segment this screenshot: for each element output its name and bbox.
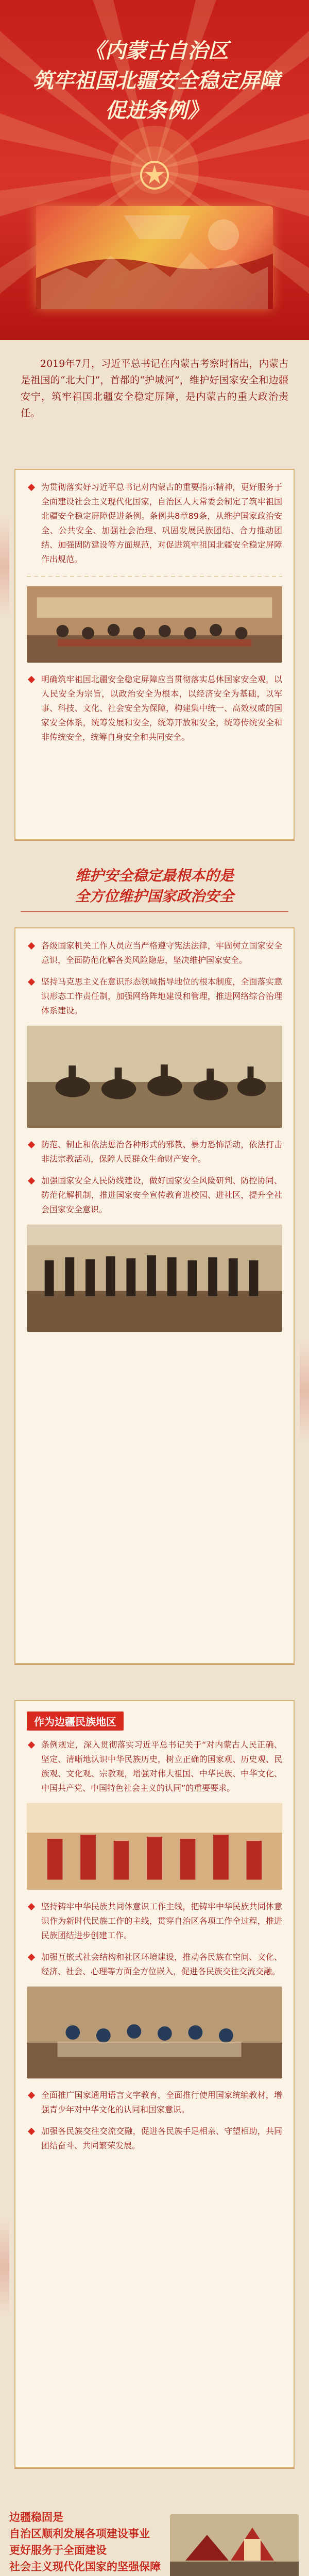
regulation-summary-card [14, 469, 295, 840]
section4-heading-line-1: 边疆稳固是 [9, 2511, 63, 2523]
hero-header [0, 0, 309, 340]
section4-heading-line-3: 更好服务于全面建设 [9, 2544, 107, 2556]
section1-item-2: 明确筑牢祖国北疆安全稳定屏障应当贯彻落实总体国家安全观，以人民安全为宗旨，以政治安全为根本，以经济安全为基础，以军事、科技、文化、社会安全为保障，构建集中统一、高效权威的国家安全体系，统筹发展和安全，统筹开放和安全，统筹传统安全和非传统安全，统筹自身安全和共同安全。 [41, 674, 282, 742]
section2-item-1: 各级国家机关工作人员应当严格遵守宪法法律，牢固树立国家安全意识，全面防范化解各类风险隐患，坚决维护国家安全。 [41, 941, 282, 965]
section-tag: 作为边疆民族地区 [27, 1711, 124, 1731]
section4-title [9, 2509, 174, 2575]
list-item [27, 672, 282, 744]
section2-item-3: 防范、制止和依法惩治各种形式的邪教、暴力恐怖活动，依法打击非法宗教活动，保障人民群众生命财产安全。 [41, 1140, 282, 1164]
bullet-icon [28, 1141, 35, 1148]
section3-item-1: 条例规定，深入贯彻落实习近平总书记关于“对内蒙古人民正确、坚定、清晰地认识中华民族历史，树立正确的国家观、历史观、民族观、文化观、宗教观，增强对伟大祖国、中华民族、中华文化、中国共产党、中国特色社会主义的认同”的重要要求。 [41, 1740, 282, 1793]
cultural-costume-photo [27, 1803, 282, 1890]
intro-text: 2019年7月，习近平总书记在内蒙古考察时指出，内蒙古是祖国的“北大门”，首都的“护城河”，维护好国家安全和边疆安宁，筑牢祖国北疆安全稳定屏障，是内蒙古的重大政治责任。 [21, 358, 288, 419]
section3-item-2: 坚持铸牢中华民族共同体意识工作主线，把铸牢中华民族共同体意识作为新时代民族工作的主线，贯穿自治区各项工作全过程，推进民族团结进步创建工作。 [41, 1902, 282, 1940]
title-line-3: 促进条例》 [105, 98, 208, 123]
title-line-1: 《内蒙古自治区 [84, 39, 229, 63]
list-item [27, 975, 282, 1018]
ethnic-border-card [14, 1700, 295, 2468]
bullet-icon [28, 1177, 35, 1184]
left-decoration [0, 2215, 9, 2318]
list-item [27, 480, 282, 567]
meeting-photo [27, 586, 282, 663]
left-decoration [0, 515, 9, 618]
divider [27, 576, 282, 577]
list-item [27, 1900, 282, 1943]
hero-banner-image [36, 206, 273, 309]
title-line-2: 筑牢祖国北疆安全稳定屏障 [33, 69, 280, 93]
horseback-patrol-photo [27, 1025, 282, 1128]
parade-photo [27, 1224, 282, 1332]
list-item [27, 1738, 282, 1795]
section-heading-political-security [0, 866, 309, 912]
right-decoration [300, 1340, 309, 1443]
bullet-icon [28, 978, 35, 986]
list-item [27, 1174, 282, 1217]
bullet-icon [28, 1903, 35, 1910]
border-post-photo [170, 2514, 299, 2576]
community-event-photo [27, 1986, 282, 2079]
section2-heading-line-1: 维护安全稳定最根本的是 [75, 867, 234, 884]
bullet-icon [28, 2128, 35, 2135]
section2-item-2: 坚持马克思主义在意识形态领域指导地位的根本制度，全面落实意识形态工作责任制，加强网络阵地建设和管理，推进网络综合治理体系建设。 [41, 977, 282, 1015]
list-item [27, 1138, 282, 1166]
political-security-card [14, 927, 295, 1664]
section3-item-4: 全面推广国家通用语言文字教育，全面推行使用国家统编教材，增强青少年对中华文化的认同和国家意识。 [41, 2090, 282, 2114]
bullet-icon [28, 2092, 35, 2099]
heading-underline [21, 911, 288, 912]
bullet-icon [28, 1741, 35, 1749]
section4-heading-line-2: 自治区顺利发展各项建设事业 [9, 2527, 150, 2540]
section4-heading-line-4: 社会主义现代化国家的坚强保障 [9, 2560, 161, 2573]
section2-item-4: 加强国家安全人民防线建设，做好国家安全风险研判、防控协同、防范化解机制，推进国家安全宣传教育进校园、进社区，提升全社会国家安全意识。 [41, 1176, 282, 1214]
bullet-icon [28, 1954, 35, 1961]
section1-item-1: 为贯彻落实好习近平总书记对内蒙古的重要指示精神，更好服务于全面建设社会主义现代化国家，自治区人大常委会制定了筑牢祖国北疆安全稳定屏障促进条例。条例共8章89条，从维护国家政治安全、公共安全、加强社会治理、巩固发展民族团结、合力推动团结、加强固防建设等方面规范，对促进筑牢祖国北疆安全稳定屏障作出规范。 [41, 482, 282, 564]
bullet-icon [28, 676, 35, 683]
emblem-icon [139, 160, 170, 191]
list-item [27, 939, 282, 968]
intro-section [21, 355, 288, 421]
bullet-icon [28, 484, 35, 491]
page-title [28, 36, 285, 126]
list-item [27, 2124, 282, 2153]
list-item [27, 2088, 282, 2117]
border-stability-heading [0, 2504, 309, 2576]
bullet-icon [28, 942, 35, 950]
list-item [27, 1950, 282, 1979]
section3-item-5: 加强各民族交往交流交融，促进各民族手足相亲、守望相助，共同团结奋斗、共同繁荣发展。 [41, 2126, 282, 2150]
section2-heading-line-2: 全方位维护国家政治安全 [75, 888, 234, 905]
section3-item-3: 加强互嵌式社会结构和社区环境建设，推动各民族在空间、文化、经济、社会、心理等方面全方位嵌入，促进各民族交往交流交融。 [41, 1952, 282, 1976]
